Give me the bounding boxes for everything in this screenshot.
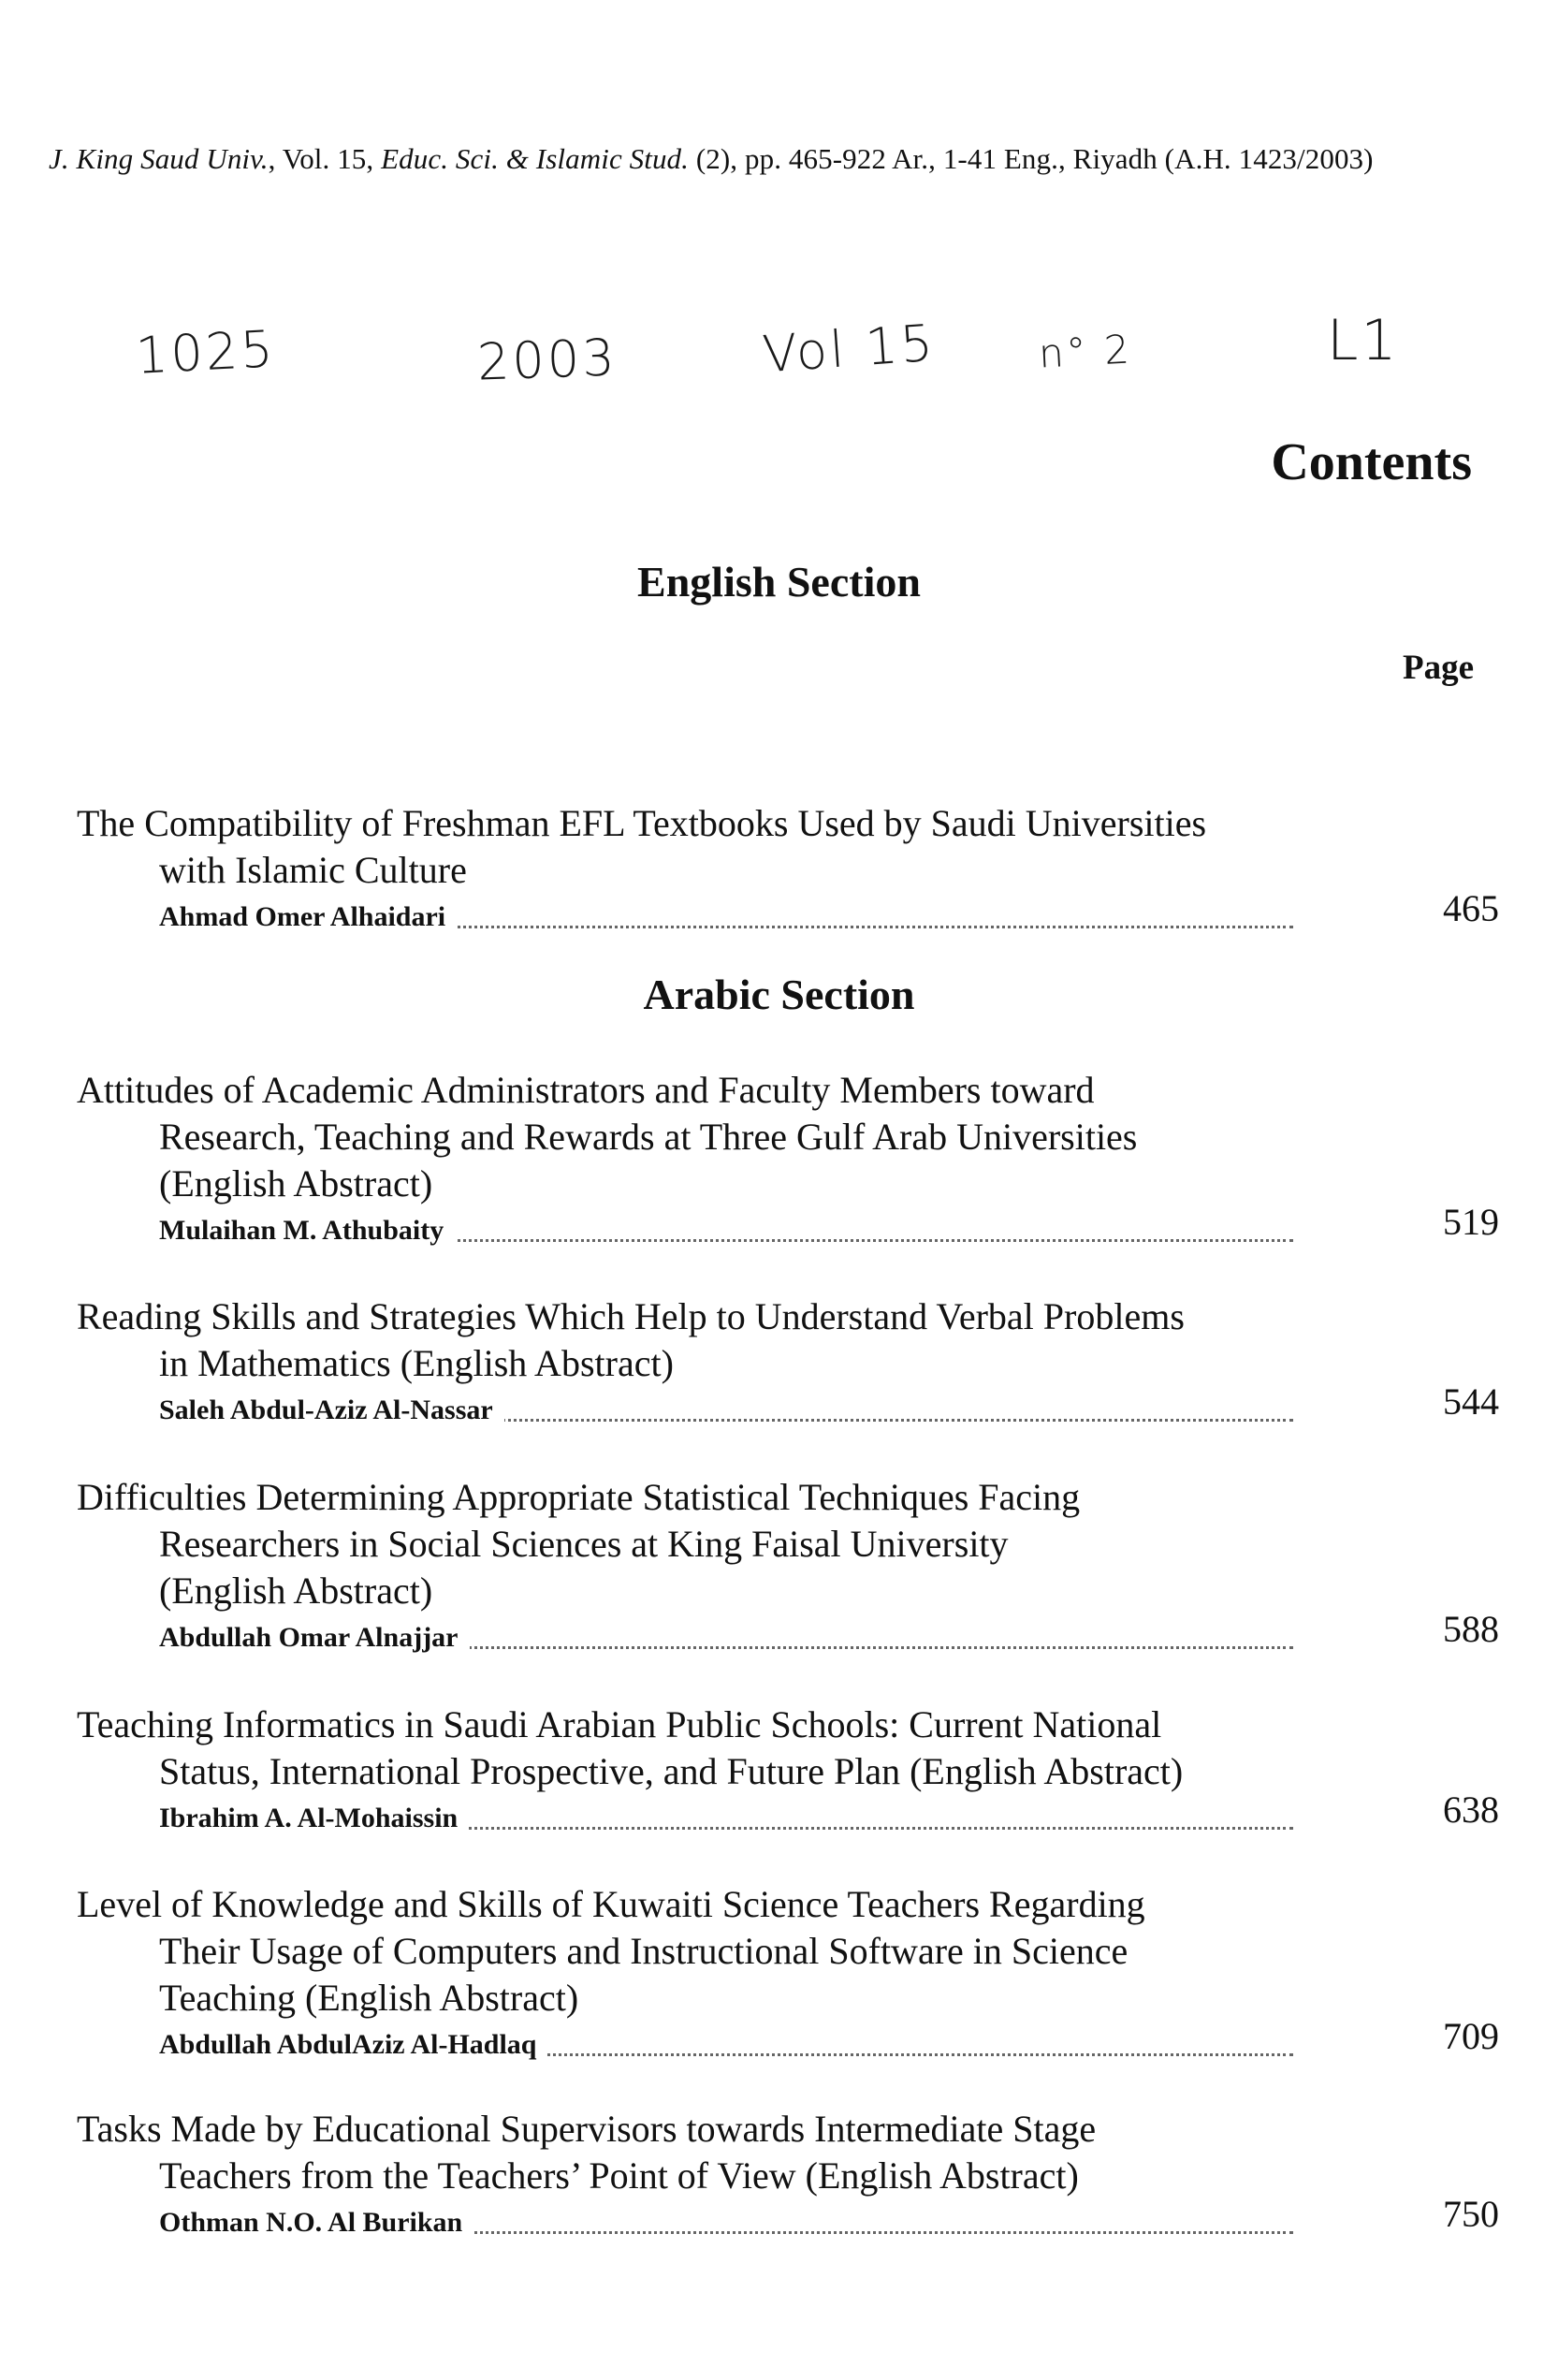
entry-page-number: 544 bbox=[1443, 1380, 1499, 1423]
journal-pages: (2), pp. 465-922 Ar., 1-41 Eng., Riyadh (A.H. 1423/2003) bbox=[689, 142, 1374, 175]
title-line: Tasks Made by Educational Supervisors towards Intermediate Stage bbox=[77, 2108, 1097, 2150]
journal-header bbox=[49, 142, 1374, 176]
title-line: Research, Teaching and Rewards at Three Gulf Arab Universities bbox=[159, 1116, 1138, 1158]
entry-author: Saleh Abdul-Aziz Al-Nassar bbox=[159, 1394, 504, 1426]
entry-title bbox=[77, 800, 1499, 894]
entry-title bbox=[77, 2106, 1499, 2199]
author-row bbox=[77, 1608, 1499, 1657]
author-row bbox=[77, 1201, 1499, 1250]
author-row bbox=[77, 1380, 1499, 1430]
title-line: (English Abstract) bbox=[159, 1570, 433, 1612]
journal-series: Educ. Sci. & Islamic Stud. bbox=[381, 142, 690, 175]
entry-author: Ibrahim A. Al-Mohaissin bbox=[159, 1803, 469, 1834]
entry-page-number: 709 bbox=[1443, 2015, 1499, 2057]
entry-title bbox=[77, 1067, 1499, 1207]
entry-title bbox=[77, 1474, 1499, 1614]
toc-entry[interactable] bbox=[77, 800, 1499, 937]
arabic-section-heading: Arabic Section bbox=[643, 971, 915, 1018]
title-line: with Islamic Culture bbox=[159, 849, 467, 891]
contents-title: Contents bbox=[1271, 433, 1472, 491]
toc-entry[interactable] bbox=[77, 1474, 1499, 1657]
title-line: The Compatibility of Freshman EFL Textbooks Used by Saudi Universities bbox=[77, 802, 1207, 844]
english-section-heading: English Section bbox=[637, 558, 921, 606]
entry-author: Mulaihan M. Athubaity bbox=[159, 1215, 455, 1247]
toc-entry[interactable] bbox=[77, 2106, 1499, 2242]
journal-volume: , Vol. 15, bbox=[268, 142, 382, 175]
author-row bbox=[77, 2015, 1499, 2065]
entry-page-number: 638 bbox=[1443, 1789, 1499, 1831]
title-line: in Mathematics (English Abstract) bbox=[159, 1342, 674, 1384]
handwritten-note: n° 2 bbox=[1037, 326, 1133, 377]
entry-page-number: 588 bbox=[1443, 1608, 1499, 1650]
handwritten-note: 1025 bbox=[134, 319, 277, 386]
entry-page-number: 465 bbox=[1443, 887, 1499, 929]
entry-author: Abdullah AbdulAziz Al-Hadlaq bbox=[159, 2029, 547, 2061]
title-line: Teaching Informatics in Saudi Arabian Public Schools: Current National bbox=[77, 1703, 1162, 1745]
entry-page-number: 519 bbox=[1443, 1201, 1499, 1243]
title-line: Researchers in Social Sciences at King Faisal University bbox=[159, 1523, 1009, 1565]
entry-title bbox=[77, 1293, 1499, 1387]
title-line: Attitudes of Academic Administrators and Faculty Members toward bbox=[77, 1069, 1095, 1111]
handwritten-note: 2003 bbox=[475, 328, 619, 392]
toc-entry[interactable] bbox=[77, 1701, 1499, 1838]
author-row bbox=[77, 1789, 1499, 1838]
title-line: (English Abstract) bbox=[159, 1162, 433, 1205]
title-line: Teachers from the Teachers’ Point of View (English Abstract) bbox=[159, 2154, 1079, 2197]
entry-title bbox=[77, 1701, 1499, 1795]
entry-page-number: 750 bbox=[1443, 2193, 1499, 2235]
handwritten-note: Vol 15 bbox=[761, 313, 938, 385]
title-line: Their Usage of Computers and Instructional Software in Science bbox=[159, 1930, 1128, 1972]
title-line: Teaching (English Abstract) bbox=[159, 1977, 579, 2019]
journal-name: J. King Saud Univ. bbox=[49, 142, 269, 175]
toc-entry[interactable] bbox=[77, 1881, 1499, 2065]
handwritten-note: L1 bbox=[1327, 308, 1400, 373]
author-row bbox=[77, 2193, 1499, 2242]
toc-entry[interactable] bbox=[77, 1067, 1499, 1250]
author-row bbox=[77, 887, 1499, 937]
page-column-label: Page bbox=[1402, 649, 1474, 687]
title-line: Level of Knowledge and Skills of Kuwaiti Science Teachers Regarding bbox=[77, 1883, 1145, 1925]
entry-author: Abdullah Omar Alnajjar bbox=[159, 1622, 470, 1654]
entry-author: Ahmad Omer Alhaidari bbox=[159, 901, 457, 933]
handwritten-notes bbox=[0, 308, 1558, 416]
entry-title bbox=[77, 1881, 1499, 2022]
title-line: Reading Skills and Strategies Which Help to Understand Verbal Problems bbox=[77, 1295, 1185, 1337]
toc-entry[interactable] bbox=[77, 1293, 1499, 1430]
title-line: Difficulties Determining Appropriate Statistical Techniques Facing bbox=[77, 1476, 1081, 1518]
title-line: Status, International Prospective, and Future Plan (English Abstract) bbox=[159, 1750, 1184, 1792]
entry-author: Othman N.O. Al Burikan bbox=[159, 2207, 473, 2239]
